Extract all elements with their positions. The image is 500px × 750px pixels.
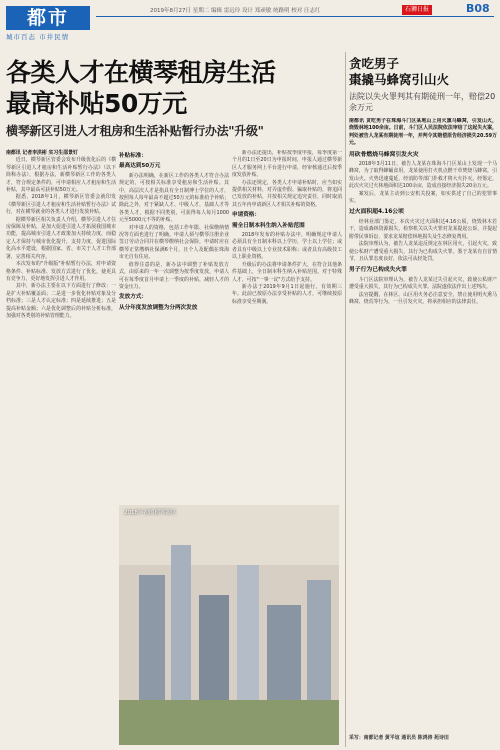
photo-building <box>267 605 301 700</box>
section-heading: 从分年度发放调整为分两次发放 <box>119 304 198 311</box>
side-credit: 采写：南都记者 黄平谊 通讯员 陈鸿涛 苑诗田 <box>349 735 449 741</box>
side-heading: 男子行为已构成失火罪 <box>349 267 407 274</box>
article-column-3 <box>232 150 342 500</box>
byline: 南都讯 记者李洪彬 实习生邵景钉 <box>6 150 78 156</box>
page-number: B08 <box>466 2 490 15</box>
paragraph: 升级后的办法将申请条件扩大，在符合其他条件基础上，全日制本科生纳入补贴范围。对于特殊人才，可按"一事一议"方式给予支持。 <box>232 261 342 283</box>
photo-building <box>307 580 331 700</box>
paragraph: 新办法明确，在新区工作的各类人才符合办法规定的，可按相关标准享受租房和生活补贴。其中，高层次人才是指具有全日制博士学位的人才，按照每人每年最高不超过50万元的标准给予补贴；除此之外，对于紧缺人才、中级人才，基础人才等各类人才，根据不同类别，可获得每人每月1000元至5000元不等的补贴。 <box>119 172 229 224</box>
headline-line-2: 最高补贴50万元 <box>6 89 187 118</box>
masthead <box>0 0 500 44</box>
article-column-1 <box>6 150 116 320</box>
photo-building <box>171 545 191 700</box>
paragraph: 值得注意的是，新办法中调整了补贴发放方式，由原来的一年一次调整为按季度发放，申请人可在每季度首月申请上一季度的补贴，减轻人才的资金压力。 <box>119 261 229 290</box>
paragraph: 据横琴新区相关负责人介绍，横琴引进人才住房保障及补贴，是加大促进引进人才拓展我国城市功能，提高城市引进人才政策加大持续力度，而稳定人才保持与城市优化提升，支持力度，促进国际化高水平建设，根据国家、省、市关于人才工作部署，完善相关内容。 <box>6 216 116 260</box>
side-headline <box>349 56 449 88</box>
paragraph: 斗门区法院审理认为，被告人龙某过失引起火灾，致使公私财产遭受重大损失，其行为已构成失火罪。法院遂依法作出上述判决。 <box>349 276 497 291</box>
section-subtitle: 城市百态 市井民情 <box>6 33 70 41</box>
column-divider <box>345 52 346 747</box>
side-article <box>349 118 497 730</box>
section-logo: 都市 <box>6 6 90 30</box>
section-heading: 申请资格： <box>232 212 260 219</box>
section-heading: 最高达到50万元 <box>119 163 161 170</box>
photo-caption: 2018年初的横琴新区 <box>124 510 177 516</box>
paragraph: 案发后，龙某主动到公安机关投案，如实供述了自己的犯罪事实。 <box>349 190 497 205</box>
dateline: 2019年8月27日 星期二 编辑 雷远玲 设计 郑顽敏 统路明 校对 汪志红 <box>150 8 321 14</box>
paragraph: 据悉，2018年1月，横琴新区管委会就印发《横琴新区引进人才租房和生活补贴暂行办法》试行，对在横琴就业的各类人才进行发放补贴。 <box>6 194 116 216</box>
paragraph: 2018年3月11日，被告人龙某在珠海斗门区某山上发现一个马蜂窝，为了取得蜂蛹食用，龙某使用打火机点燃干草焚烧马蜂窝，引发山火。火势迅速蔓延，经消防等部门扑救才将大火扑灭。经鉴定，此次火灾过火林地面积达100余亩，造成直接经济损失20余万元。 <box>349 161 497 190</box>
side-heading: 过火面积超4.16公顷 <box>349 209 404 216</box>
main-headline <box>6 57 276 119</box>
photo-greenery <box>119 700 339 745</box>
paragraph: 其中，新办法主要在以下方面进行了修改：一是扩大补贴覆盖面；二是进一步优化补贴对象及分档标准；三是人才认定标准；四是延续推进；五是提高补贴金额；六是优化调整后的补贴分析标准，加强对各类别的补贴管理能力。 <box>6 283 116 319</box>
masthead-rule <box>96 16 494 17</box>
section-heading: 需全日制本科生纳入补贴范围 <box>232 222 305 229</box>
section-heading: 发放方式： <box>119 294 147 301</box>
side-headline-line-1: 贪吃男子 <box>349 56 400 71</box>
photo-building <box>139 575 165 700</box>
photo-building <box>199 595 229 700</box>
side-subheadline: 法院以失火罪判其有期徒刑一年，赔偿20余万元 <box>349 92 496 112</box>
edition-badge: 石狮日报 <box>402 5 432 15</box>
side-lead: 南都讯 贪吃男子在珠海斗门区某地山上用火熏马蜂窝，引发山火，烧毁林地100余亩。日前，斗门区人民法院依法审结了这起失火案，判处被告人龙某有期徒刑一年，并判令其赔偿原告经济损失20.59万元。 <box>349 118 497 147</box>
paragraph: 对申请人的资格，包括工作年限、社保缴纳情况等方面也进行了明确。申请人须与横琴注册企业签订劳动合同并在横琴缴纳社会保险，申请时应在横琴正常缴纳社保满6个月，且个人及配偶在珠海市无自有住房。 <box>119 224 229 261</box>
article-column-2 <box>119 150 229 500</box>
main-subheadline: 横琴新区引进人才租房和生活补贴暂行办法"升级" <box>6 124 264 138</box>
paragraph: 法院审理认为，被告人龙某违反规定在林区用火，引起火灾，致使公私财产遭受重大损失，其行为已构成失火罪。鉴于龙某有自首情节，且认罪态度良好，依法可从轻处罚。 <box>349 241 497 262</box>
side-headline-line-2: 棗撬马蜂窝引山火 <box>349 72 450 87</box>
paragraph: 2018年发布的补贴办法中，明确规定申请人必须具有全日制本科以上学历，学士以上学位；或者具有中级以上专业技术职称；或者具有高级技工以上职业资格。 <box>232 232 342 261</box>
side-heading: 用砍骨燃烧马蜂窝引发火灾 <box>349 151 419 158</box>
hengqin-photo <box>119 505 339 745</box>
photo-building <box>237 565 259 700</box>
paragraph: 新办法于2019年9月1日起施行，有效期三年。此前已按原办法享受补贴的人才，可继续按原标准享受至期满。 <box>232 283 342 305</box>
paragraph: 办法还规定，各类人才申请补贴时，应当如实提供相关材料，对弄虚作假、骗取补贴的，将追回已发放的补贴，并按相关规定追究责任，同时取消其五年内申请新区人才相关补贴的资格。 <box>232 179 342 208</box>
paragraph: 法官提醒，在林区、山区用火务必注意安全，禁止使用明火熏马蜂窝、烧荒等行为，一旦引发火灾，将承担相应的法律责任。 <box>349 291 497 305</box>
paragraph: 近日，横琴新区管委会发布升级优化后的《横琴新区引进人才租房和生活补贴暂行办法》（以下简称办法），根据办法，新横琴新区工作的各类人才，符合规定条件的，可申请相应人才租房和生活补贴，其中最高可获补贴50万元。 <box>6 157 116 194</box>
section-heading: 补贴标准： <box>119 153 147 159</box>
headline-line-1: 各类人才在横琴租房生活 <box>6 58 276 87</box>
paragraph: 新办法还提出，补贴按季度申报，每季度第一个月的1日至20日为申报时间，申报人通过横琴新区人才服务网上平台进行申请，经审核通过后按季度发放补贴。 <box>232 150 342 179</box>
paragraph: 本次发布的"升级版"补贴暂行办法，对申请资格条件、补贴标准、发放方式进行了优化，使更具有竞争力，更好地发挥引进人才作用。 <box>6 261 116 282</box>
paragraph: 经林业部门鉴定，本次火灾过火面积达4.16公顷，烧毁林木若干，造成森林资源损失。检察机关以失火罪对龙某提起公诉，并提起附带民事诉讼，要求龙某赔偿林地损失及生态修复费用。 <box>349 218 497 240</box>
